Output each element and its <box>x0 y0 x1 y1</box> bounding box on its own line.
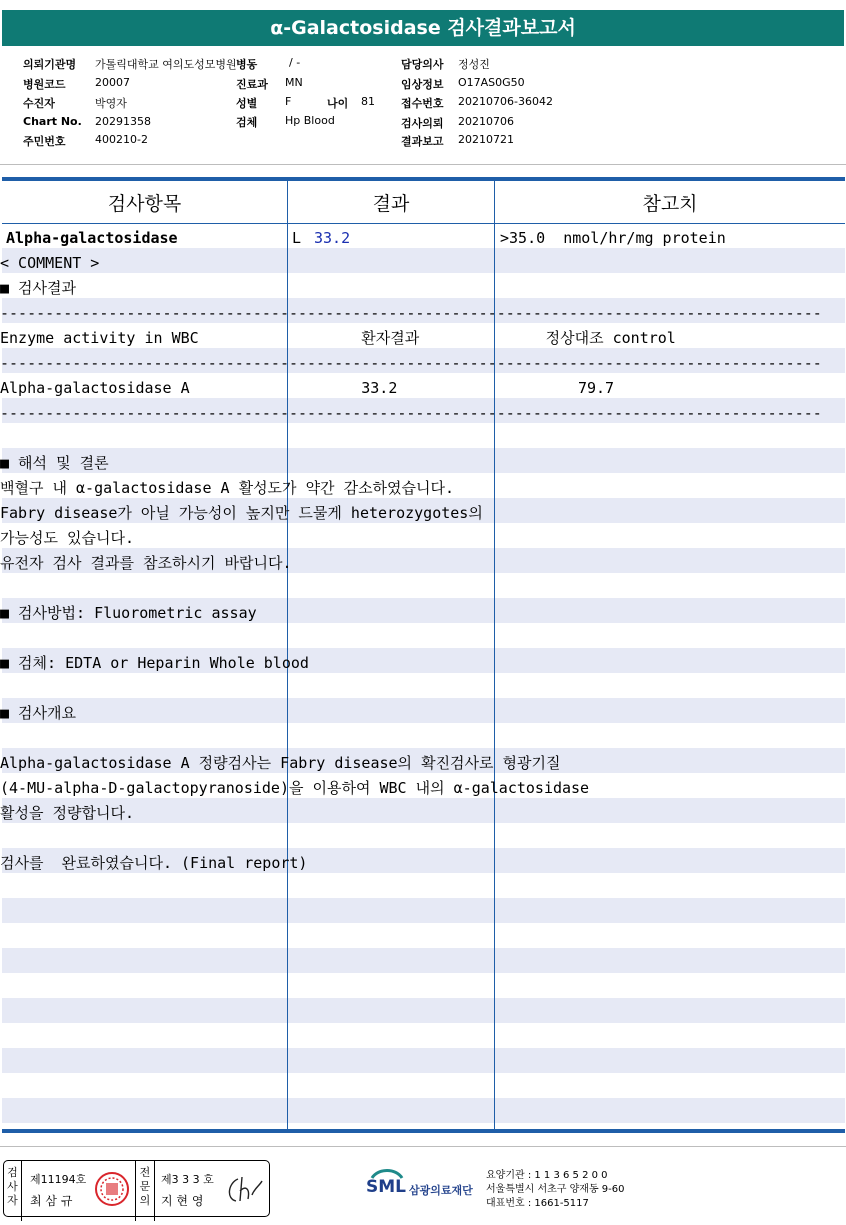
info-value: 가톨릭대학교 여의도성모병원 <box>95 58 237 71</box>
inspector-name: 최 삼 규 <box>30 1194 73 1208</box>
comment-line: 가능성도 있습니다. <box>0 529 134 547</box>
info-value: 20210706 <box>458 115 514 128</box>
info-label: 수진자 <box>23 97 55 110</box>
comment-line: 활성을 정량합니다. <box>0 804 134 822</box>
info-value: / - <box>289 56 301 69</box>
info-label: 나이 <box>327 97 349 110</box>
comment-line: ------------------------------------------------------------------------------------------- <box>0 304 822 322</box>
reference-range: >35.0 nmol/hr/mg protein <box>500 229 726 247</box>
info-value: 20210706-36042 <box>458 95 553 108</box>
org-details <box>486 1169 625 1211</box>
header-result: 결과 <box>372 193 410 215</box>
header-divider <box>2 223 845 224</box>
org-line: 요양기관 : 1 1 3 6 5 2 0 0 <box>486 1170 608 1181</box>
info-value: 박영자 <box>95 97 127 110</box>
comment-line: ------------------------------------------------------------------------------------------- <box>0 404 822 422</box>
comment-line: Fabry disease가 아닐 가능성이 높지만 드물게 heterozygotes의 <box>0 504 483 522</box>
info-label: Chart No. <box>23 115 82 128</box>
header-reference: 참고치 <box>642 193 698 215</box>
result-flag: L <box>292 229 302 247</box>
specialist-name: 지 현 영 <box>161 1194 204 1208</box>
info-value: MN <box>285 76 303 89</box>
patient-info <box>0 48 846 164</box>
inspector-license: 제11194호 <box>30 1173 87 1186</box>
seal-stamp-icon <box>94 1171 130 1207</box>
info-value: 81 <box>361 95 375 108</box>
divider <box>0 1146 846 1147</box>
comment-line: Alpha-galactosidase A 정량검사는 Fabry disease의 확진검사로 형광기질 <box>0 754 561 772</box>
org-line: 서울특별시 서초구 양재동 9-60 <box>486 1184 625 1195</box>
specialist-license: 제3 3 3 호 <box>161 1173 214 1186</box>
specialist-label: 전문의 <box>135 1161 155 1221</box>
info-value: O17AS0G50 <box>458 76 525 89</box>
comment-line: 유전자 검사 결과를 참조하시기 바랍니다. <box>0 554 292 572</box>
comment-line: ------------------------------------------------------------------------------------------- <box>0 354 822 372</box>
info-value: 정성진 <box>458 58 490 71</box>
comment-line: (4-MU-alpha-D-galactopyranoside)을 이용하여 WBC 내의 α-galactosidase <box>0 779 590 797</box>
info-value: F <box>285 95 292 108</box>
info-label: 병동 <box>236 58 258 71</box>
info-label: 접수번호 <box>401 97 444 110</box>
report-title: α-Galactosidase 검사결과보고서 <box>2 10 844 46</box>
comment-line: ■ 검사방법: Fluorometric assay <box>0 604 257 622</box>
info-label: 진료과 <box>236 78 268 91</box>
comment-line: < COMMENT > <box>0 254 100 272</box>
info-value: 20210721 <box>458 133 514 146</box>
info-label: 검체 <box>236 116 258 129</box>
info-value: 20291358 <box>95 115 151 128</box>
comment-line: ■ 해석 및 결론 <box>0 454 109 472</box>
org-line: 대표번호 : 1661-5117 <box>486 1198 589 1209</box>
divider <box>0 164 846 165</box>
info-value: Hp Blood <box>285 114 335 127</box>
org-name: 삼광의료재단 <box>409 1184 473 1197</box>
info-value: 20007 <box>95 76 130 89</box>
signature-box <box>3 1160 270 1217</box>
info-label: 성별 <box>236 97 258 110</box>
info-label: 검사의뢰 <box>401 117 444 130</box>
info-value: 400210-2 <box>95 133 148 146</box>
info-label: 결과보고 <box>401 135 444 148</box>
comment-line: Enzyme activity in WBC 환자결과 정상대조 control <box>0 329 676 347</box>
info-label: 임상정보 <box>401 78 444 91</box>
comment-line: 검사를 완료하였습니다. (Final report) <box>0 854 308 872</box>
result-value: 33.2 <box>314 229 351 247</box>
comment-line: 백혈구 내 α-galactosidase A 활성도가 약간 감소하였습니다. <box>0 479 455 497</box>
comment-line: ■ 검사결과 <box>0 279 77 297</box>
header-test-item: 검사항목 <box>107 193 182 215</box>
info-label: 주민번호 <box>23 135 66 148</box>
inspector-label: 검사자 <box>4 1161 22 1221</box>
info-label: 의뢰기관명 <box>23 58 77 71</box>
signature-icon <box>224 1173 264 1207</box>
result-table <box>2 177 845 1133</box>
info-label: 병원코드 <box>23 78 66 91</box>
org-short: SML <box>366 1177 406 1197</box>
comment-line: ■ 검사개요 <box>0 704 77 722</box>
comment-line: ■ 검체: EDTA or Heparin Whole blood <box>0 654 309 672</box>
test-item-name: Alpha-galactosidase <box>6 229 178 247</box>
info-label: 담당의사 <box>401 58 444 71</box>
comment-line: Alpha-galactosidase A 33.2 79.7 <box>0 379 615 397</box>
